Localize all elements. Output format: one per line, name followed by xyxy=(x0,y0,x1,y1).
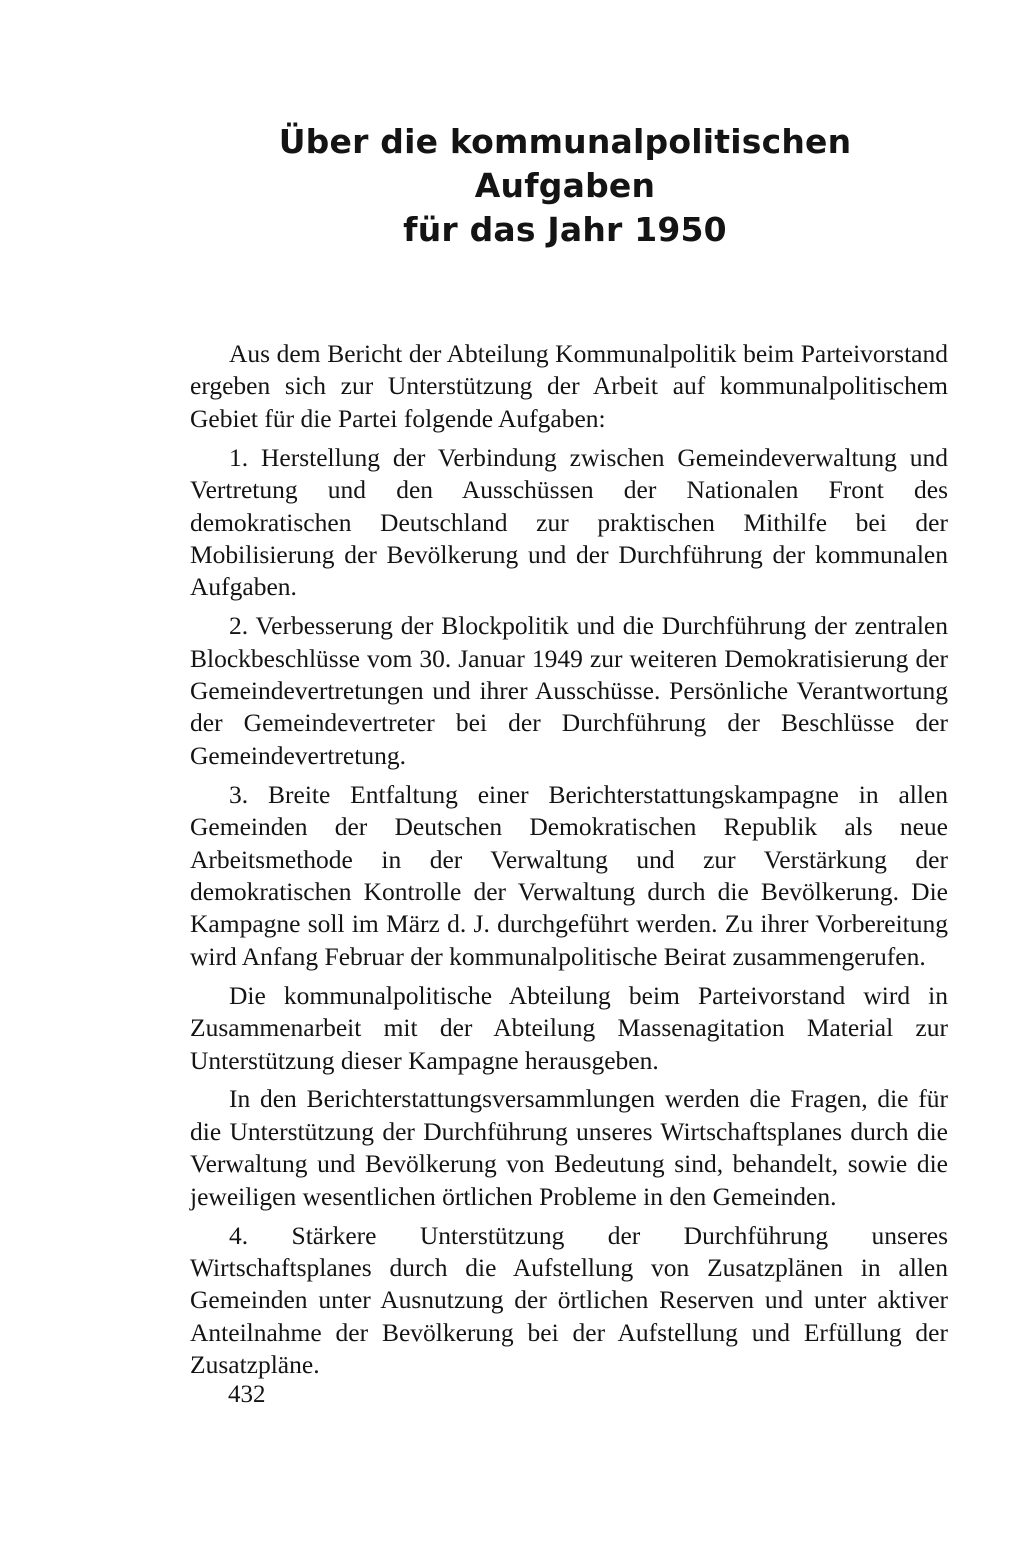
meetings-paragraph: In den Berichterstattungsversammlungen werden die Fragen, die für die Unterstützung der Durchführung unseres Wirtschaftsplanes durch die Verwaltung und Bevölkerung von Bedeutung sind, behandelt, sowie die jeweiligen wesentlichen örtlichen Probleme in den Gemeinden. xyxy=(190,1084,948,1211)
item-2-paragraph: 2. Verbesserung der Blockpolitik und die Durchführung der zentralen Blockbeschlüsse vom 30. Januar 1949 zur weiteren Demokratisierung der Gemeindevertretungen und ihrer Ausschüsse. Persönliche Verantwortung der Gemeindevertreter bei der Durchführung der Beschlüsse der Gemeindevertretung. xyxy=(190,611,948,770)
item-1-paragraph: 1. Herstellung der Verbindung zwischen Gemeindeverwaltung und Vertretung und den Ausschüssen der Nationalen Front des demokratischen Deutschland zur praktischen Mithilfe bei der Mobilisierung der Bevölkerung und der Durchführung der kommunalen Aufgaben. xyxy=(190,442,948,602)
intro-paragraph: Aus dem Bericht der Abteilung Kommunalpolitik beim Parteivorstand ergeben sich zur Unterstützung der Arbeit auf kommunalpolitischem Gebiet für die Partei folgende Aufgaben: xyxy=(190,339,948,433)
item-3-paragraph: 3. Breite Entfaltung einer Berichterstattungskampagne in allen Gemeinden der Deutschen Demokratischen Republik als neue Arbeitsmethode in der Verwaltung und zur Verstärkung der demokratischen Kontrolle der Verwaltung durch die Bevölkerung. Die Kampagne soll im März d. J. durchgeführt werden. Zu ihrer Vorbereitung wird Anfang Februar der kommunalpolitische Beirat zusammengerufen. xyxy=(190,779,948,971)
department-paragraph: Die kommunalpolitische Abteilung beim Parteivorstand wird in Zusammenarbeit mit der Abteilung Massenagitation Material zur Unterstützung dieser Kampagne herausgeben. xyxy=(190,980,948,1075)
page-title xyxy=(190,120,940,252)
page-number: 432 xyxy=(228,1381,266,1408)
title-line-2: für das Jahr 1950 xyxy=(403,210,727,249)
item-4-paragraph: 4. Stärkere Unterstützung der Durchführung unseres Wirtschaftsplanes durch die Aufstellung von Zusatzplänen in allen Gemeinden unter Ausnutzung der örtlichen Reserven und unter aktiver Anteilnahme der Bevölkerung bei der Aufstellung und Erfüllung der Zusatzpläne. xyxy=(190,1220,948,1380)
title-line-1: Über die kommunalpolitischen Aufgaben xyxy=(278,122,852,205)
body-text xyxy=(190,338,948,1388)
